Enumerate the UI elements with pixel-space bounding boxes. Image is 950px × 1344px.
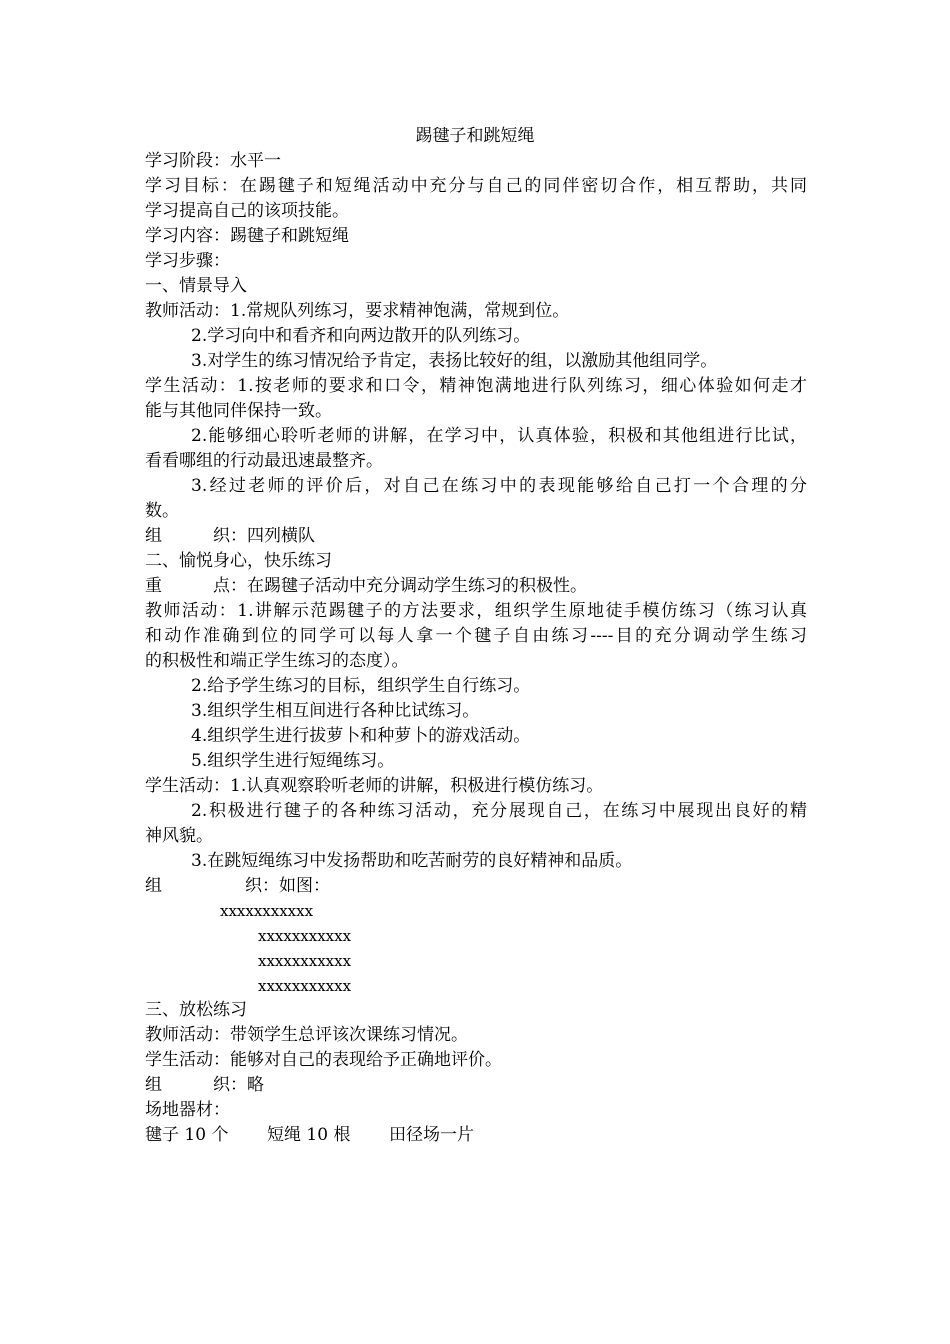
section-2-title: 二、愉悦身心，快乐练习 <box>145 551 332 571</box>
steps-label: 学习步骤： <box>145 251 230 271</box>
s1-student-1b: 能与其他同伴保持一致。 <box>145 401 332 421</box>
equipment-item: 田径场一片 <box>389 1125 474 1145</box>
stage-line: 学习阶段：水平一 <box>145 151 281 171</box>
s1-student-3b: 数。 <box>145 501 179 521</box>
s3-org-label-b: 织：略 <box>213 1075 264 1095</box>
s2-teacher-2: 2.给予学生练习的目标，组织学生自行练习。 <box>191 676 531 696</box>
s1-student-2b: 看看哪组的行动最迅速最整齐。 <box>145 451 383 471</box>
equipment-label: 场地器材： <box>145 1100 230 1120</box>
goal-line-2: 学习提高自己的该项技能。 <box>145 201 349 221</box>
s2-key-point <box>145 574 587 598</box>
s2-organization <box>145 874 330 898</box>
s1-organization <box>145 524 315 548</box>
s2-student-2a: 2.积极进行毽子的各种练习活动，充分展现自己，在练习中展现出良好的精 <box>191 801 807 821</box>
s2-org-label-a: 组 <box>145 876 162 896</box>
equipment-item: 毽子 10 个 <box>145 1125 229 1145</box>
s2-teacher-3: 3.组织学生相互间进行各种比试练习。 <box>191 701 480 721</box>
formation-row: xxxxxxxxxxx <box>258 927 352 945</box>
formation-row: xxxxxxxxxxx <box>258 977 352 995</box>
section-1-title: 一、情景导入 <box>145 276 247 296</box>
s1-org-label-b: 织：四列横队 <box>213 526 315 546</box>
s2-student-2b: 神风貌。 <box>145 826 213 846</box>
s3-org-label-a: 组 <box>145 1075 162 1095</box>
s2-key-label-a: 重 <box>145 576 162 596</box>
s2-teacher-1b: 和动作准确到位的同学可以每人拿一个毽子自由练习----目的充分调动学生练习 <box>145 626 807 646</box>
s1-teacher-3: 3.对学生的练习情况给予肯定，表扬比较好的组，以激励其他组同学。 <box>191 351 718 371</box>
s2-student-3: 3.在跳短绳练习中发扬帮助和吃苦耐劳的良好精神和品质。 <box>191 851 633 871</box>
s1-student-3a: 3.经过老师的评价后，对自己在练习中的表现能够给自己打一个合理的分 <box>191 476 807 496</box>
goal-line-1: 学习目标：在踢毽子和短绳活动中充分与自己的同伴密切合作，相互帮助，共同 <box>145 176 807 196</box>
s3-student: 学生活动：能够对自己的表现给予正确地评价。 <box>145 1050 502 1070</box>
formation-row: xxxxxxxxxxx <box>258 952 352 970</box>
s2-teacher-4: 4.组织学生进行拔萝卜和种萝卜的游戏活动。 <box>191 726 531 746</box>
equipment-list <box>145 1123 474 1147</box>
s3-teacher: 教师活动：带领学生总评该次课练习情况。 <box>145 1025 468 1045</box>
s2-org-label-b: 织：如图： <box>245 876 330 896</box>
section-3-title: 三、放松练习 <box>145 1000 247 1020</box>
s1-teacher-1: 教师活动：1.常规队列练习，要求精神饱满，常规到位。 <box>145 301 570 321</box>
s1-teacher-2: 2.学习向中和看齐和向两边散开的队列练习。 <box>191 326 531 346</box>
s2-student-1: 学生活动：1.认真观察聆听老师的讲解，积极进行模仿练习。 <box>145 776 604 796</box>
formation-row: xxxxxxxxxxx <box>220 902 314 920</box>
page-title: 踢毽子和跳短绳 <box>415 126 535 146</box>
s2-teacher-1c: 的积极性和端正学生练习的态度）。 <box>145 651 409 671</box>
s1-student-1a: 学生活动：1.按老师的要求和口令，精神饱满地进行队列练习，细心体验如何走才 <box>145 376 807 396</box>
content-line: 学习内容：踢毽子和跳短绳 <box>145 226 349 246</box>
s2-teacher-5: 5.组织学生进行短绳练习。 <box>191 751 395 771</box>
s2-teacher-1a: 教师活动：1.讲解示范踢毽子的方法要求，组织学生原地徒手模仿练习（练习认真 <box>145 601 807 621</box>
s2-key-label-b: 点：在踢毽子活动中充分调动学生练习的积极性。 <box>213 576 587 596</box>
s3-organization <box>145 1073 264 1097</box>
s1-student-2a: 2.能够细心聆听老师的讲解，在学习中，认真体验，积极和其他组进行比试， <box>191 426 807 446</box>
equipment-item: 短绳 10 根 <box>267 1125 351 1145</box>
s1-org-label-a: 组 <box>145 526 162 546</box>
